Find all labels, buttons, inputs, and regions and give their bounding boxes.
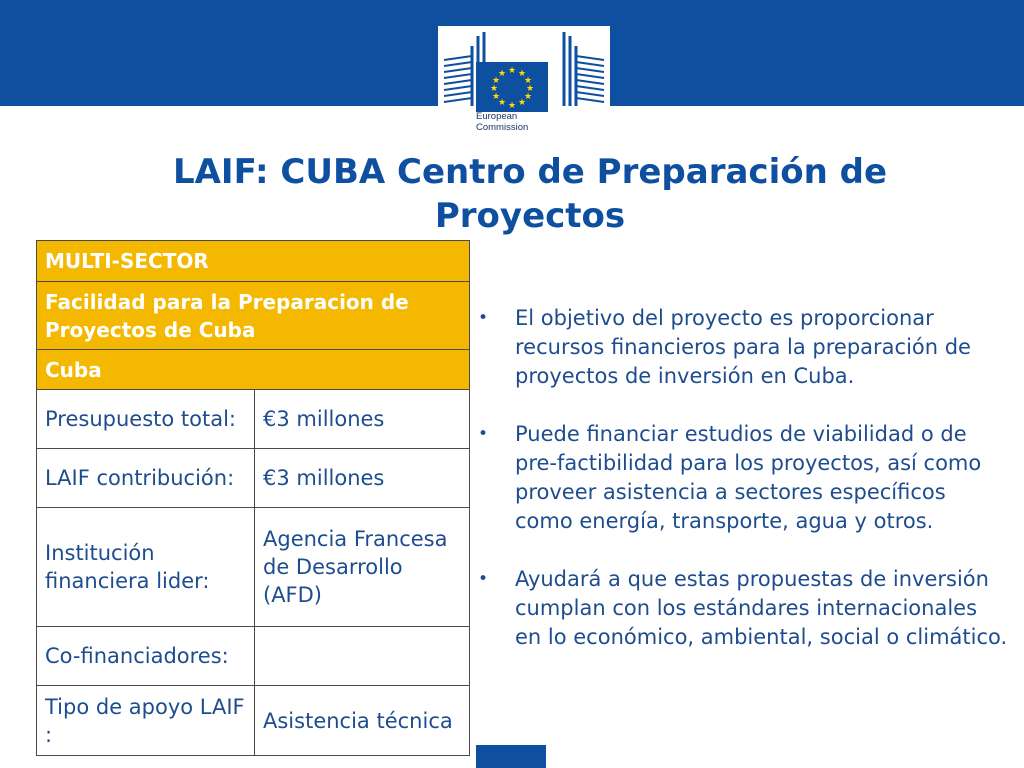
- bullet-dot-icon: •: [478, 569, 489, 589]
- table-row-label: Tipo de apoyo LAIF :: [37, 686, 255, 756]
- table-row-label: Co-financiadores:: [37, 627, 255, 686]
- facility-row: [37, 282, 470, 350]
- svg-text:★: ★: [523, 92, 533, 102]
- svg-text:★: ★: [497, 98, 507, 108]
- list-item: [478, 420, 1008, 536]
- facility-cell: Facilidad para la Preparacion de Proyectos de Cuba: [37, 282, 470, 350]
- sector-row: [37, 241, 470, 282]
- svg-text:★: ★: [517, 69, 527, 79]
- table-row-label: LAIF contribución:: [37, 449, 255, 508]
- list-item: [478, 304, 1008, 391]
- table-row: [37, 627, 470, 686]
- table-row-value: Agencia Francesa de Desarrollo (AFD): [255, 508, 470, 627]
- bullet-text: Ayudará a que estas propuestas de inversión cumplan con los estándares internacionales en lo económico, ambiental, social o climático.: [515, 567, 1008, 649]
- svg-text:★: ★: [525, 84, 535, 94]
- country-row: [37, 350, 470, 390]
- bullet-text: Puede financiar estudios de viabilidad o de pre-factibilidad para los proyectos, así como proveer asistencia a sectores específicos como energía, transporte, agua y otros.: [515, 422, 982, 533]
- table-row-value: €3 millones: [255, 390, 470, 449]
- table-row-label: Presupuesto total:: [37, 390, 255, 449]
- svg-text:★: ★: [507, 101, 517, 111]
- logo-caption-line1: European: [476, 111, 518, 122]
- svg-text:★: ★: [491, 76, 501, 86]
- table-row-value: €3 millones: [255, 449, 470, 508]
- table-row-value: Asistencia técnica: [255, 686, 470, 756]
- country-cell: Cuba: [37, 350, 470, 390]
- logo-caption: [476, 111, 528, 133]
- bullet-dot-icon: •: [478, 308, 489, 328]
- bullet-dot-icon: •: [478, 424, 489, 444]
- svg-text:★: ★: [497, 69, 507, 79]
- svg-text:★: ★: [507, 66, 517, 76]
- bullet-list: [478, 304, 1008, 681]
- svg-text:★: ★: [523, 76, 533, 86]
- project-info-table: [36, 240, 470, 756]
- logo-caption-line2: Commission: [476, 122, 529, 133]
- slide-title: [60, 150, 1000, 238]
- list-item: [478, 565, 1008, 652]
- table-row: [37, 449, 470, 508]
- slide-title-line2: Proyectos: [434, 196, 626, 236]
- svg-text:★: ★: [489, 84, 499, 94]
- slide-title-line1: LAIF: CUBA Centro de Preparación de: [172, 152, 888, 192]
- table-row: [37, 508, 470, 627]
- table-row-value: [255, 627, 470, 686]
- footer-block: [476, 745, 546, 768]
- svg-text:★: ★: [491, 92, 501, 102]
- table-row: [37, 686, 470, 756]
- table-row: [37, 390, 470, 449]
- table-row-label: Institución financiera lider:: [37, 508, 255, 627]
- svg-text:★: ★: [517, 98, 527, 108]
- sector-cell: MULTI-SECTOR: [37, 241, 470, 282]
- bullet-text: El objetivo del proyecto es proporcionar recursos financieros para la preparación de proyectos de inversión en Cuba.: [515, 306, 971, 388]
